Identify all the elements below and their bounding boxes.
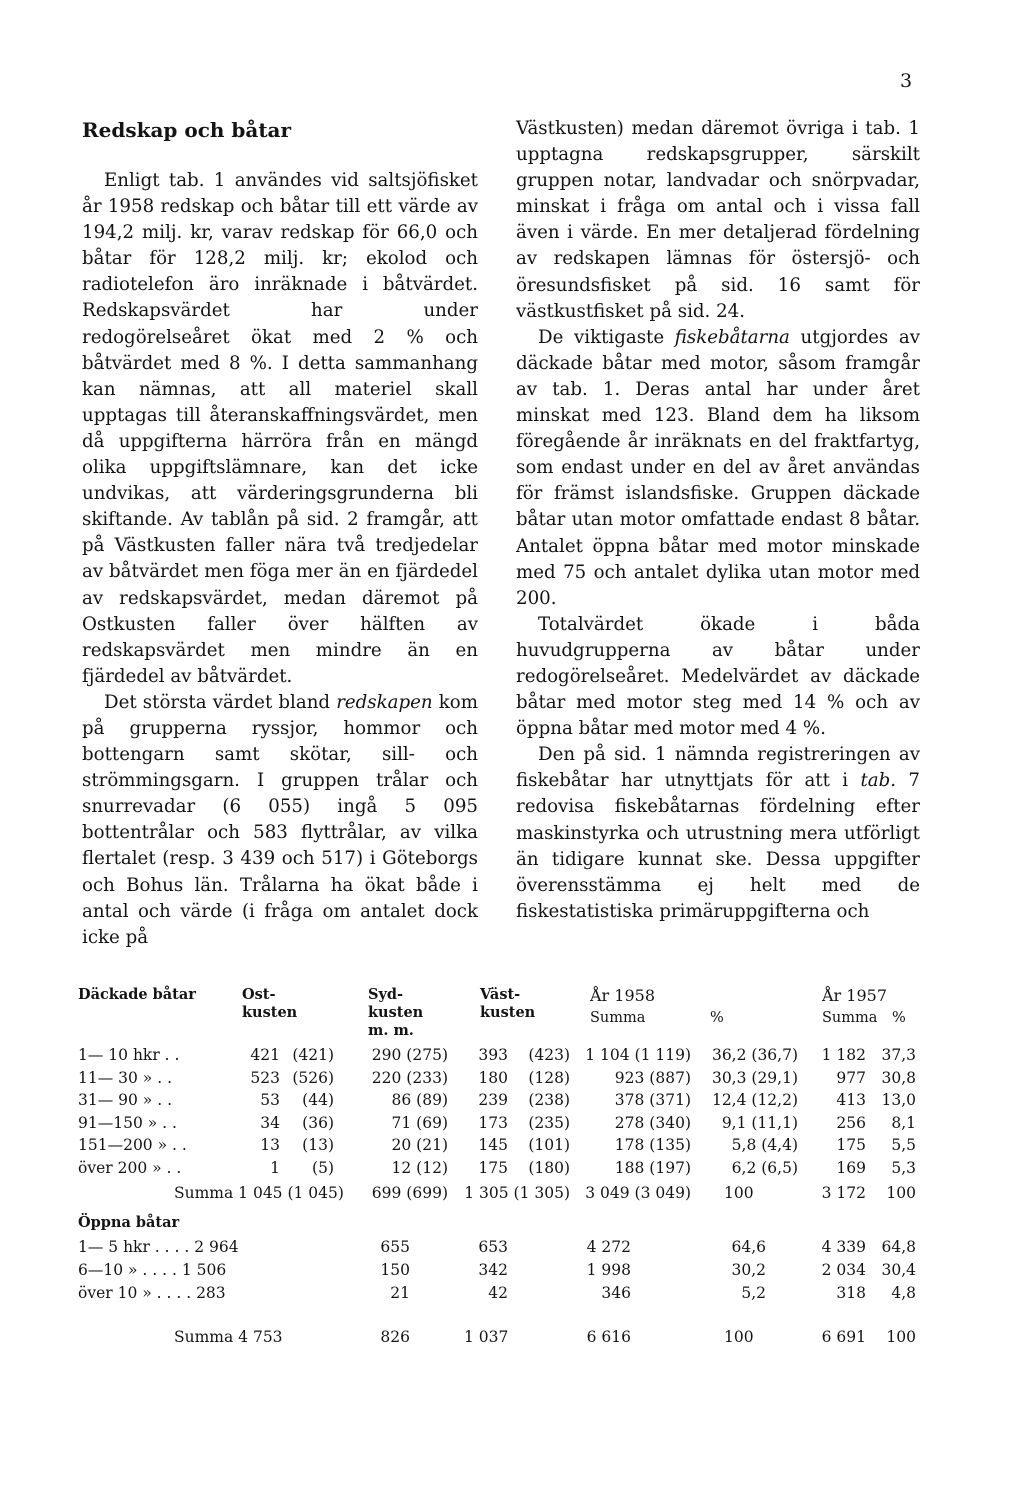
col-header-vast: kusten bbox=[480, 1004, 536, 1021]
cell-sum: 6 616 bbox=[586, 1328, 631, 1346]
cell-sum57: 977 bbox=[836, 1068, 866, 1087]
cell-sum: 3 049 (3 049) bbox=[585, 1184, 691, 1202]
cell-ost: 13 bbox=[260, 1136, 280, 1154]
cell-syd: 655 bbox=[380, 1238, 410, 1256]
col-header-percent: % bbox=[892, 1010, 906, 1026]
cell-ost: 53 bbox=[260, 1091, 280, 1109]
col-header-vast: Väst- bbox=[480, 986, 521, 1003]
cell-sum57: 169 bbox=[836, 1158, 866, 1177]
cell-pct: 100 bbox=[724, 1328, 754, 1346]
cell-ost-prev: (5) bbox=[312, 1158, 334, 1177]
row-label: 6—10 » . . . . 1 506 bbox=[78, 1261, 227, 1279]
col-header-year-1958: År 1958 bbox=[590, 986, 656, 1005]
cell-syd: 290 (275) bbox=[371, 1046, 448, 1064]
cell-pct: 30,3 (29,1) bbox=[711, 1068, 798, 1087]
cell-pct: 5,2 bbox=[741, 1284, 766, 1302]
cell-vast: 653 bbox=[478, 1238, 508, 1256]
col-header-percent: % bbox=[710, 1010, 724, 1026]
paragraph: De viktigaste fiskebåtarna utgjordes av däckade båtar med motor, såsom framgår av tab. 1. Deras antal har under året minskat med 123. Bland dem ha liksom föregående år inräknats en del fraktfartyg, som endast under en del av året användas för främst islandsfiske. Gruppen däckade båtar utan motor omfattade endast 8 båtar. Antalet öppna båtar med motor minskade med 75 och antalet dylika utan motor med 200. bbox=[516, 326, 920, 609]
cell-sum: 4 272 bbox=[586, 1238, 631, 1256]
row-label: 11— 30 » . . bbox=[78, 1068, 172, 1087]
cell-sum57: 2 034 bbox=[821, 1261, 866, 1279]
row-label: Summa 4 753 bbox=[174, 1328, 283, 1346]
table-row bbox=[78, 1046, 928, 1068]
cell-pct57: 5,5 bbox=[891, 1136, 916, 1154]
right-column bbox=[516, 116, 920, 925]
cell-vast: 1 305 (1 305) bbox=[464, 1184, 570, 1202]
section-heading: Redskap och båtar bbox=[82, 118, 292, 142]
col-header-syd: kusten bbox=[368, 1004, 424, 1021]
table-total-row bbox=[78, 1184, 928, 1206]
cell-vast: 145 bbox=[478, 1136, 508, 1154]
cell-sum: 178 (135) bbox=[614, 1136, 691, 1154]
cell-syd: 21 bbox=[390, 1284, 410, 1302]
cell-syd: 150 bbox=[380, 1261, 410, 1279]
cell-pct57: 8,1 bbox=[891, 1113, 916, 1132]
cell-sum57: 4 339 bbox=[821, 1238, 866, 1256]
cell-ost: 523 bbox=[250, 1068, 280, 1087]
cell-sum: 1 998 bbox=[586, 1261, 631, 1279]
cell-vast: 239 bbox=[478, 1091, 508, 1109]
cell-pct57: 13,0 bbox=[881, 1091, 916, 1109]
section-open-heading: Öppna båtar bbox=[78, 1214, 180, 1231]
cell-vast-prev: (423) bbox=[528, 1046, 570, 1064]
table-row bbox=[78, 1238, 928, 1260]
cell-ost-prev: (13) bbox=[302, 1136, 334, 1154]
cell-sum: 378 (371) bbox=[614, 1091, 691, 1109]
row-label: 151—200 » . . bbox=[78, 1136, 187, 1154]
cell-ost-prev: (421) bbox=[292, 1046, 334, 1064]
cell-sum57: 3 172 bbox=[821, 1184, 866, 1202]
table-total-row bbox=[78, 1328, 928, 1350]
cell-ost: 421 bbox=[250, 1046, 280, 1064]
cell-pct57: 30,8 bbox=[881, 1068, 916, 1087]
cell-sum57: 318 bbox=[836, 1284, 866, 1302]
cell-pct57: 100 bbox=[886, 1184, 916, 1202]
cell-pct: 6,2 (6,5) bbox=[731, 1158, 798, 1177]
cell-vast-prev: (180) bbox=[528, 1158, 570, 1177]
cell-vast: 393 bbox=[478, 1046, 508, 1064]
table-row bbox=[78, 1159, 928, 1181]
cell-syd: 71 (69) bbox=[391, 1113, 448, 1132]
cell-sum57: 175 bbox=[836, 1136, 866, 1154]
cell-pct57: 4,8 bbox=[891, 1284, 916, 1302]
cell-pct57: 37,3 bbox=[881, 1046, 916, 1064]
cell-ost-prev: (44) bbox=[302, 1091, 334, 1109]
cell-syd: 20 (21) bbox=[391, 1136, 448, 1154]
cell-sum: 923 (887) bbox=[614, 1068, 691, 1087]
cell-sum: 188 (197) bbox=[614, 1158, 691, 1177]
cell-sum: 1 104 (1 119) bbox=[585, 1046, 691, 1064]
row-label: över 10 » . . . . 283 bbox=[78, 1284, 226, 1302]
cell-sum57: 256 bbox=[836, 1113, 866, 1132]
table-row bbox=[78, 1114, 928, 1136]
row-label: 1— 5 hkr . . . . 2 964 bbox=[78, 1238, 239, 1256]
cell-pct: 9,1 (11,1) bbox=[721, 1113, 798, 1132]
paragraph: Den på sid. 1 nämnda registreringen av fiskebåtar har utnyttjats för att i tab. 7 redovisa fiskebåtarnas fördelning efter maskinstyrka och utrustning mera utförligt än tidigare kunnat ske. Dessa uppgifter överensstämma ej helt med de fiskestatistiska primäruppgifterna och bbox=[516, 744, 920, 922]
cell-pct: 30,2 bbox=[731, 1261, 766, 1279]
table-row bbox=[78, 1136, 928, 1158]
row-label: 91—150 » . . bbox=[78, 1113, 177, 1132]
cell-vast: 180 bbox=[478, 1068, 508, 1087]
cell-sum: 278 (340) bbox=[614, 1113, 691, 1132]
cell-syd: 86 (89) bbox=[391, 1091, 448, 1109]
col-header-year-1957: År 1957 bbox=[822, 986, 888, 1005]
cell-sum57: 6 691 bbox=[821, 1328, 866, 1346]
cell-pct: 5,8 (4,4) bbox=[731, 1136, 798, 1154]
cell-pct: 36,2 (36,7) bbox=[711, 1046, 798, 1064]
col-header-syd: Syd- bbox=[368, 986, 404, 1003]
col-header-summa: Summa bbox=[590, 1010, 646, 1026]
col-header-ost: Ost- bbox=[242, 986, 276, 1003]
row-label: 31— 90 » . . bbox=[78, 1091, 172, 1109]
table-row bbox=[78, 1261, 928, 1283]
paragraph: Enligt tab. 1 användes vid saltsjöfisket år 1958 redskap och båtar till ett värde av 194,2 milj. kr, varav redskap för 66,0 och båtar för 128,2 milj. kr; ekolod och radiotelefon äro inräknade i båtvärdet. Redskapsvärdet har under redogörelseåret ökat med 2 % och båtvärdet med 8 %. I detta sammanhang kan nämnas, att all materiel skall upptagas till återanskaffningsvärdet, men då uppgifterna härröra från en mängd olika uppgiftslämnare, kan det icke undvikas, att värderingsgrunderna bli skiftande. Av tablån på sid. 2 framgår, att på Västkusten faller nära två tredjedelar av båtvärdet men föga mer än en fjärdedel av redskapsvärdet, medan däremot på Ostkusten faller över hälften av redskapsvärdet men mindre än en fjärdedel av båtvärdet. bbox=[82, 170, 478, 687]
row-label: Summa 1 045 (1 045) bbox=[174, 1184, 344, 1202]
cell-vast: 175 bbox=[478, 1158, 508, 1177]
col-header-ost: kusten bbox=[242, 1004, 298, 1021]
cell-sum57: 1 182 bbox=[821, 1046, 866, 1064]
cell-pct: 100 bbox=[724, 1184, 754, 1202]
cell-vast-prev: (101) bbox=[528, 1136, 570, 1154]
cell-syd: 220 (233) bbox=[371, 1068, 448, 1087]
cell-vast: 342 bbox=[478, 1261, 508, 1279]
cell-pct: 12,4 (12,2) bbox=[711, 1091, 798, 1109]
cell-pct57: 5,3 bbox=[891, 1158, 916, 1177]
cell-vast-prev: (128) bbox=[528, 1068, 570, 1087]
row-label: över 200 » . . bbox=[78, 1158, 182, 1177]
cell-pct: 64,6 bbox=[731, 1238, 766, 1256]
cell-vast: 1 037 bbox=[464, 1328, 509, 1346]
col-header-syd: m. m. bbox=[368, 1022, 414, 1039]
section-decked-heading: Däckade båtar bbox=[78, 986, 196, 1003]
cell-ost-prev: (526) bbox=[292, 1068, 334, 1087]
cell-sum: 346 bbox=[601, 1284, 631, 1302]
cell-ost: 34 bbox=[260, 1113, 280, 1132]
cell-pct57: 30,4 bbox=[881, 1261, 916, 1279]
cell-ost-prev: (36) bbox=[302, 1113, 334, 1132]
col-header-summa: Summa bbox=[822, 1010, 878, 1026]
paragraph: Totalvärdet ökade i båda huvudgrupperna av båtar under redogörelseåret. Medelvärdet av däckade båtar med motor steg med 14 % och av öppna båtar med motor med 4 %. bbox=[516, 613, 920, 740]
cell-syd: 826 bbox=[380, 1328, 410, 1346]
left-column bbox=[82, 168, 478, 951]
cell-ost: 1 bbox=[270, 1158, 280, 1177]
table-row bbox=[78, 1284, 928, 1306]
table-row bbox=[78, 1091, 928, 1113]
cell-syd: 12 (12) bbox=[391, 1158, 448, 1177]
paragraph: Det största värdet bland redskapen kom på grupperna ryssjor, hommor och bottengarn samt skötar, sill- och strömmingsgarn. I gruppen trålar och snurrevadar (6 055) ingå 5 095 bottentrålar och 583 flyttrålar, av vilka flertalet (resp. 3 439 och 517) i Göteborgs och Bohus län. Trålarna ha ökat både i antal och värde (i fråga om antalet dock icke på bbox=[82, 691, 478, 948]
cell-vast: 173 bbox=[478, 1113, 508, 1132]
cell-vast: 42 bbox=[488, 1284, 508, 1302]
table-row bbox=[78, 1069, 928, 1091]
cell-syd: 699 (699) bbox=[371, 1184, 448, 1202]
cell-vast-prev: (235) bbox=[528, 1113, 570, 1132]
paragraph: Västkusten) medan däremot övriga i tab. 1 upptagna redskapsgrupper, särskilt gruppen notar, landvadar och snörpvadar, minskat i fråga om antal och i vissa fall även i värde. En mer detaljerad fördelning av redskapen lämnas för östersjö- och öresundsfisket på sid. 16 samt för västkustfisket på sid. 24. bbox=[516, 118, 920, 322]
cell-sum57: 413 bbox=[836, 1091, 866, 1109]
cell-pct57: 100 bbox=[886, 1328, 916, 1346]
cell-pct57: 64,8 bbox=[881, 1238, 916, 1256]
row-label: 1— 10 hkr . . bbox=[78, 1046, 180, 1064]
cell-vast-prev: (238) bbox=[528, 1091, 570, 1109]
page-number: 3 bbox=[900, 70, 913, 92]
